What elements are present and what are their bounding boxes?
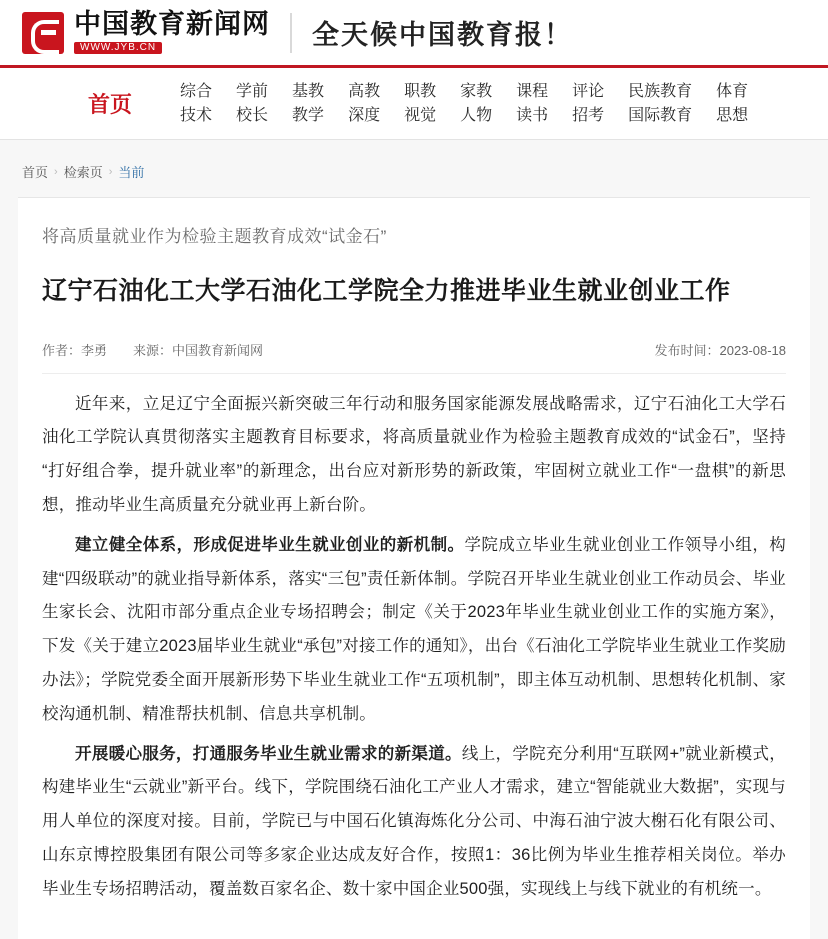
article-paragraph-2 [42, 738, 786, 907]
article-shoulder-title: 将高质量就业作为检验主题教育成效“试金石” [42, 227, 387, 246]
article-source-label: 来源： [133, 342, 173, 358]
nav-item-5-top[interactable]: 家教 [460, 83, 493, 101]
nav-item-9-top[interactable]: 体育 [716, 83, 749, 101]
nav-item-4-top[interactable]: 职教 [404, 83, 437, 101]
article-paragraph-2-lead: 开展暖心服务，打通服务毕业生就业需求的新渠道。 [75, 744, 462, 763]
article-source-value: 中国教育新闻网 [172, 342, 264, 358]
nav-item-0-bottom[interactable]: 技术 [180, 106, 213, 124]
masthead-divider [290, 13, 292, 53]
main-nav [0, 68, 828, 140]
article-paragraph-1-lead: 建立健全体系，形成促进毕业生就业创业的新机制。 [75, 535, 465, 554]
masthead-slogan: 全天候中国教育报！ [312, 20, 573, 50]
article-author-label: 作者： [42, 342, 82, 358]
logo-url: WWW.JYB.CN [74, 42, 162, 54]
logo-title: 中国教育新闻网 [74, 9, 270, 39]
nav-item-8-top[interactable]: 民族教育 [628, 83, 693, 101]
page-title: 辽宁石油化工大学石油化工学院全力推进毕业生就业创业工作 [42, 276, 731, 305]
article-author-value: 李勇 [81, 342, 108, 358]
nav-item-8-bottom[interactable]: 国际教育 [628, 106, 693, 124]
nav-item-5-bottom[interactable]: 人物 [460, 106, 493, 124]
nav-item-7-top[interactable]: 评论 [572, 83, 605, 101]
article-author [42, 340, 107, 359]
nav-item-1[interactable] [224, 80, 280, 126]
breadcrumb-search[interactable]: 检索页 [63, 165, 103, 180]
site-logo[interactable] [22, 11, 270, 54]
nav-item-3-top[interactable]: 高教 [348, 83, 381, 101]
nav-item-home[interactable]: 首页 [88, 92, 133, 117]
nav-item-6-bottom[interactable]: 读书 [516, 106, 549, 124]
nav-item-3[interactable] [336, 80, 392, 126]
nav-item-1-top[interactable]: 学前 [236, 83, 269, 101]
site-masthead [0, 0, 828, 68]
logo-text [74, 11, 270, 54]
article-publish-label: 发布时间： [654, 342, 720, 358]
article-source [133, 340, 263, 359]
nav-item-7[interactable] [560, 80, 616, 126]
nav-item-0-top[interactable]: 综合 [180, 83, 213, 101]
article-publish-time [654, 340, 786, 359]
nav-item-1-bottom[interactable]: 校长 [236, 106, 269, 124]
content-area [0, 140, 828, 939]
article-paragraph-2-rest: 线上，学院充分利用“互联网+”就业新模式，构建毕业生“云就业”新平台。线下，学院围绕石油化工产业人才需求，建立“智能就业大数据”，实现与用人单位的深度对接。目前，学院已与中国石化镇海炼化分公司、中海石油宁波大榭石化有限公司、山东京博控股集团有限公司等多家企业达成友好合作，按照1：36比例为毕业生推荐相关岗位。举办毕业生专场招聘活动，覆盖数百家名企、数十家中国企业500强，实现线上与线下就业的有机统一。 [42, 744, 786, 898]
article-meta-left [42, 340, 263, 359]
nav-item-2[interactable] [280, 80, 336, 126]
article-publish-date: 2023-08-18 [719, 342, 786, 358]
article-body [42, 374, 786, 907]
nav-item-0[interactable] [168, 80, 224, 126]
article-paragraph-1-rest: 学院成立毕业生就业创业工作领导小组，构建“四级联动”的就业指导新体系，落实“三包”责任新体制。学院召开毕业生就业创业工作动员会、毕业生家长会、沈阳市部分重点企业专场招聘会；制定《关于2023年毕业生就业创业工作的实施方案》，下发《关于建立2023届毕业生就业“承包”对接工作的通知》，出台《石油化工学院毕业生就业工作奖励办法》；学院党委全面开展新形势下毕业生就业工作“五项机制”，即主体互动机制、思想转化机制、家校沟通机制、精准帮扶机制、信息共享机制。 [42, 535, 786, 723]
nav-item-2-top[interactable]: 基教 [292, 83, 325, 101]
nav-item-2-bottom[interactable]: 教学 [292, 106, 325, 124]
nav-item-3-bottom[interactable]: 深度 [348, 106, 381, 124]
nav-item-6[interactable] [504, 80, 560, 126]
nav-item-9-bottom[interactable]: 思想 [716, 106, 749, 124]
article-container [18, 197, 810, 939]
article-paragraph-0: 近年来，立足辽宁全面振兴新突破三年行动和服务国家能源发展战略需求，辽宁石油化工大学石油化工学院认真贯彻落实主题教育目标要求，将高质量就业作为检验主题教育成效的“试金石”，坚持“打好组合拳，提升就业率”的新理念，出台应对新形势的新政策，牢固树立就业工作“一盘棋”的新思想，推动毕业生高质量充分就业再上新台阶。 [42, 394, 786, 514]
nav-item-7-bottom[interactable]: 招考 [572, 106, 605, 124]
breadcrumb-home[interactable]: 首页 [22, 165, 49, 180]
logo-mark-icon [22, 12, 64, 54]
breadcrumb [0, 140, 828, 197]
nav-item-8[interactable] [616, 80, 704, 126]
breadcrumb-separator-icon: › [54, 165, 58, 178]
nav-item-6-top[interactable]: 课程 [516, 83, 549, 101]
article-meta [42, 340, 786, 374]
nav-item-list [168, 80, 760, 126]
article-paragraph-1 [42, 529, 786, 732]
nav-item-9[interactable] [704, 80, 760, 126]
nav-item-4[interactable] [392, 80, 448, 126]
breadcrumb-current: 当前 [118, 165, 145, 180]
nav-item-5[interactable] [448, 80, 504, 126]
nav-item-4-bottom[interactable]: 视觉 [404, 106, 437, 124]
breadcrumb-separator-icon: › [108, 165, 113, 178]
